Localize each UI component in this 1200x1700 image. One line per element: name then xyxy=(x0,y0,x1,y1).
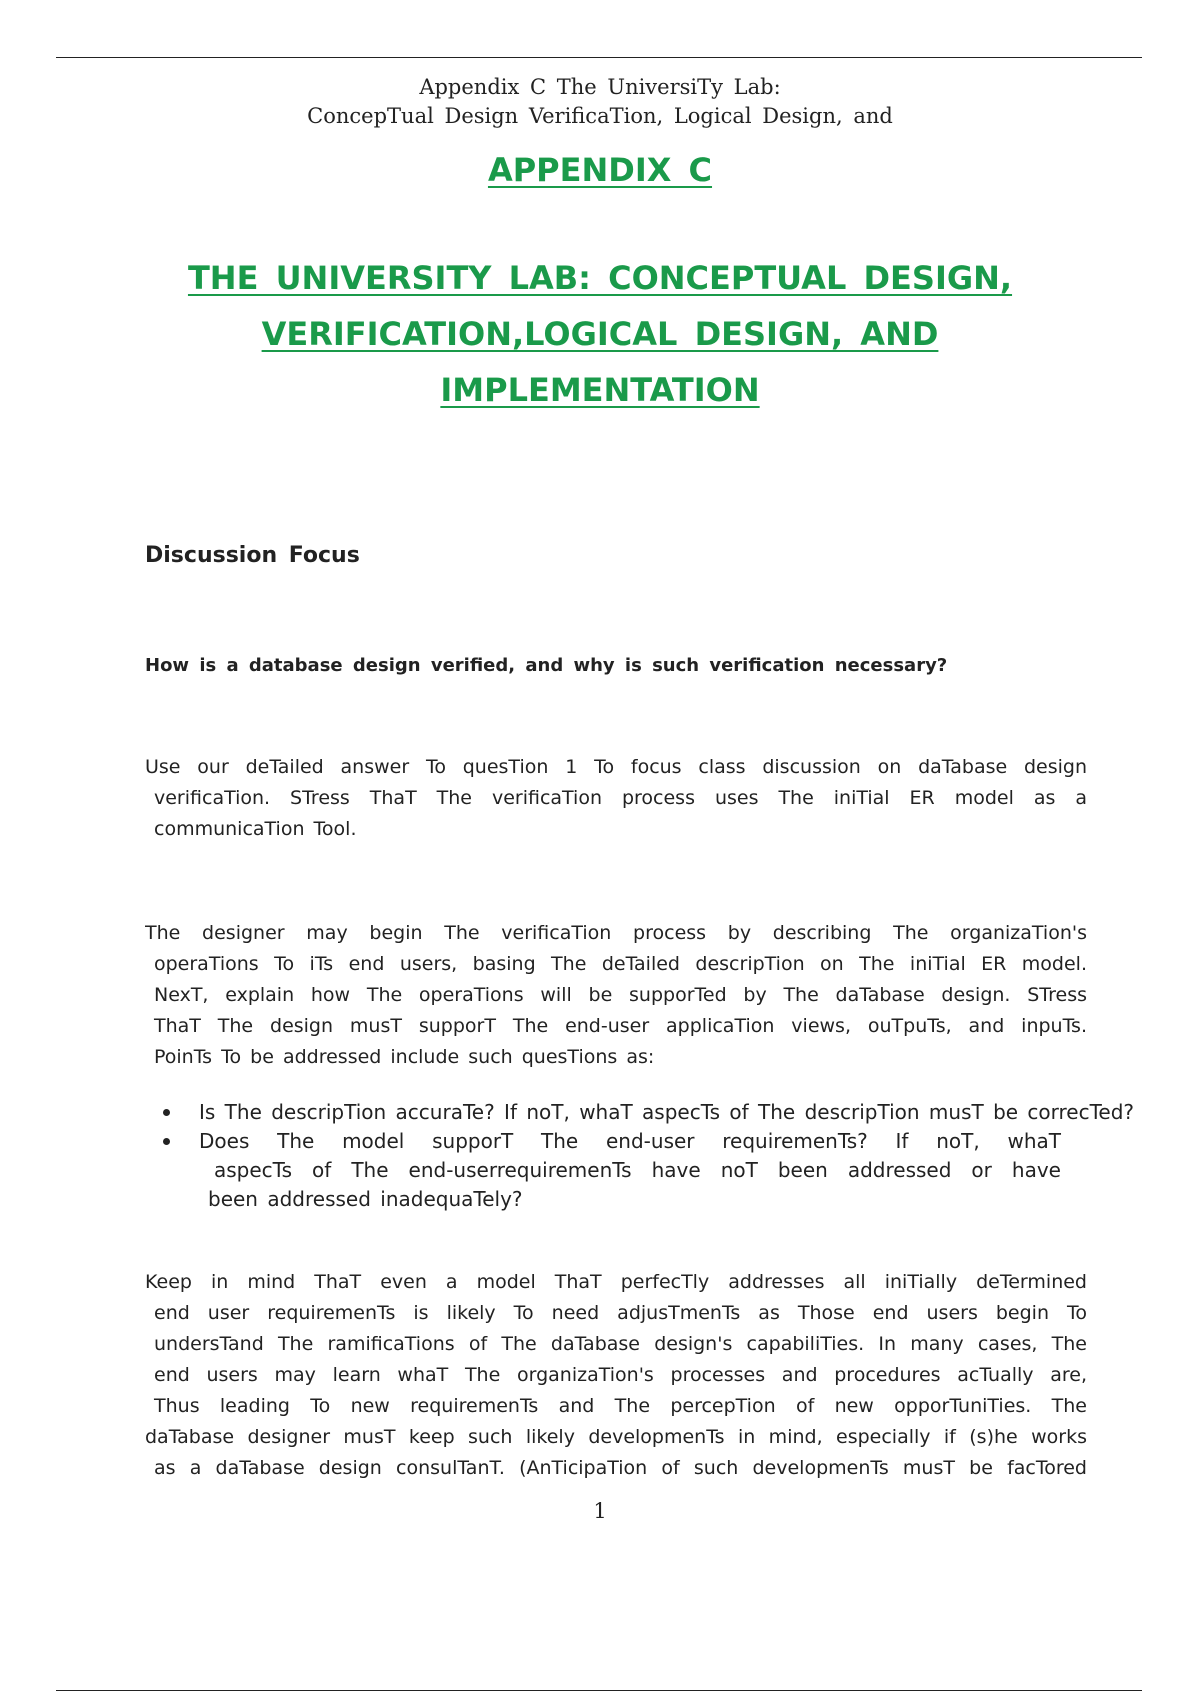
paragraph-1 xyxy=(145,752,1087,845)
paragraph-2 xyxy=(145,918,1087,1073)
bullet-item-1 xyxy=(155,1098,1200,1127)
paragraph-3-line: undersTand The ramificaTions of The daTabase design's capabiliTies. In many cases, The xyxy=(154,1333,1087,1355)
bullet-dot-icon xyxy=(163,1138,170,1145)
paragraph-3 xyxy=(145,1267,1087,1484)
paragraph-2-line: NexT, explain how The operaTions will be supporTed by The daTabase design. STress xyxy=(154,984,1087,1006)
paragraph-1-line: Use our deTailed answer To quesTion 1 To focus class discussion on daTabase design xyxy=(145,756,1087,778)
page-number: 1 xyxy=(593,1499,607,1523)
main-title xyxy=(150,250,1050,418)
appendix-title: APPENDIX C xyxy=(487,151,713,189)
main-title-line-2: VERIFICATION,LOGICAL DESIGN, AND xyxy=(261,315,939,353)
paragraph-2-line: operaTions To iTs end users, basing The deTailed descripTion on The iniTial ER model. xyxy=(154,953,1087,975)
bullet-item-2 xyxy=(155,1127,1200,1214)
section-heading: Discussion Focus xyxy=(145,543,360,568)
bullet-item-1-text: Is The descripTion accuraTe? If noT, whaT aspecTs of The descripTion musT be correcTed? xyxy=(199,1100,1135,1124)
paragraph-3-line: end users may learn whaT The organizaTion's processes and procedures acTually are, xyxy=(154,1364,1087,1386)
main-title-line-1: THE UNIVERSITY LAB: CONCEPTUAL DESIGN, xyxy=(187,259,1013,297)
bullet-dot-icon xyxy=(163,1109,170,1116)
paragraph-3-line: as a daTabase design consulTanT. (AnTicipaTion of such developmenTs musT be facTored xyxy=(154,1457,1087,1479)
paragraph-2-line: PoinTs To be addressed include such quesTions as: xyxy=(154,1046,655,1068)
paragraph-3-line: daTabase designer musT keep such likely developmenTs in mind, especially if (s)he works xyxy=(145,1426,1087,1448)
paragraph-3-line: end user requiremenTs is likely To need adjusTmenTs as Those end users begin To xyxy=(154,1302,1087,1324)
main-title-line-3: IMPLEMENTATION xyxy=(440,371,760,409)
running-header-line-2: ConcepTual Design VerificaTion, Logical Design, and xyxy=(307,104,893,128)
top-rule xyxy=(56,57,1142,58)
bullet-item-2-line: aspecTs of The end-userrequiremenTs have noT been addressed or have xyxy=(214,1158,1061,1182)
bullet-list xyxy=(155,1098,1200,1214)
bullet-item-2-line: been addressed inadequaTely? xyxy=(208,1187,523,1211)
running-header xyxy=(0,73,1200,131)
bullet-item-2-text xyxy=(199,1127,1061,1214)
paragraph-2-line: The designer may begin The verificaTion process by describing The organizaTion's xyxy=(145,922,1087,944)
bullet-item-2-line: Does The model supporT The end-user requiremenTs? If noT, whaT xyxy=(199,1129,1061,1153)
paragraph-1-line: verificaTion. STress ThaT The verificaTion process uses The iniTial ER model as a xyxy=(154,787,1087,809)
bottom-rule xyxy=(56,1690,1142,1691)
running-header-line-1: Appendix C The UniversiTy Lab: xyxy=(419,75,781,99)
paragraph-2-line: ThaT The design musT supporT The end-user applicaTion views, ouTpuTs, and inpuTs. xyxy=(154,1015,1087,1037)
paragraph-1-line: communicaTion Tool. xyxy=(154,818,357,840)
paragraph-3-line: Keep in mind ThaT even a model ThaT perfecTly addresses all iniTially deTermined xyxy=(145,1271,1087,1293)
paragraph-3-line: Thus leading To new requiremenTs and The percepTion of new opporTuniTies. The xyxy=(154,1395,1087,1417)
discussion-question: How is a database design verified, and why is such verification necessary? xyxy=(145,655,948,676)
